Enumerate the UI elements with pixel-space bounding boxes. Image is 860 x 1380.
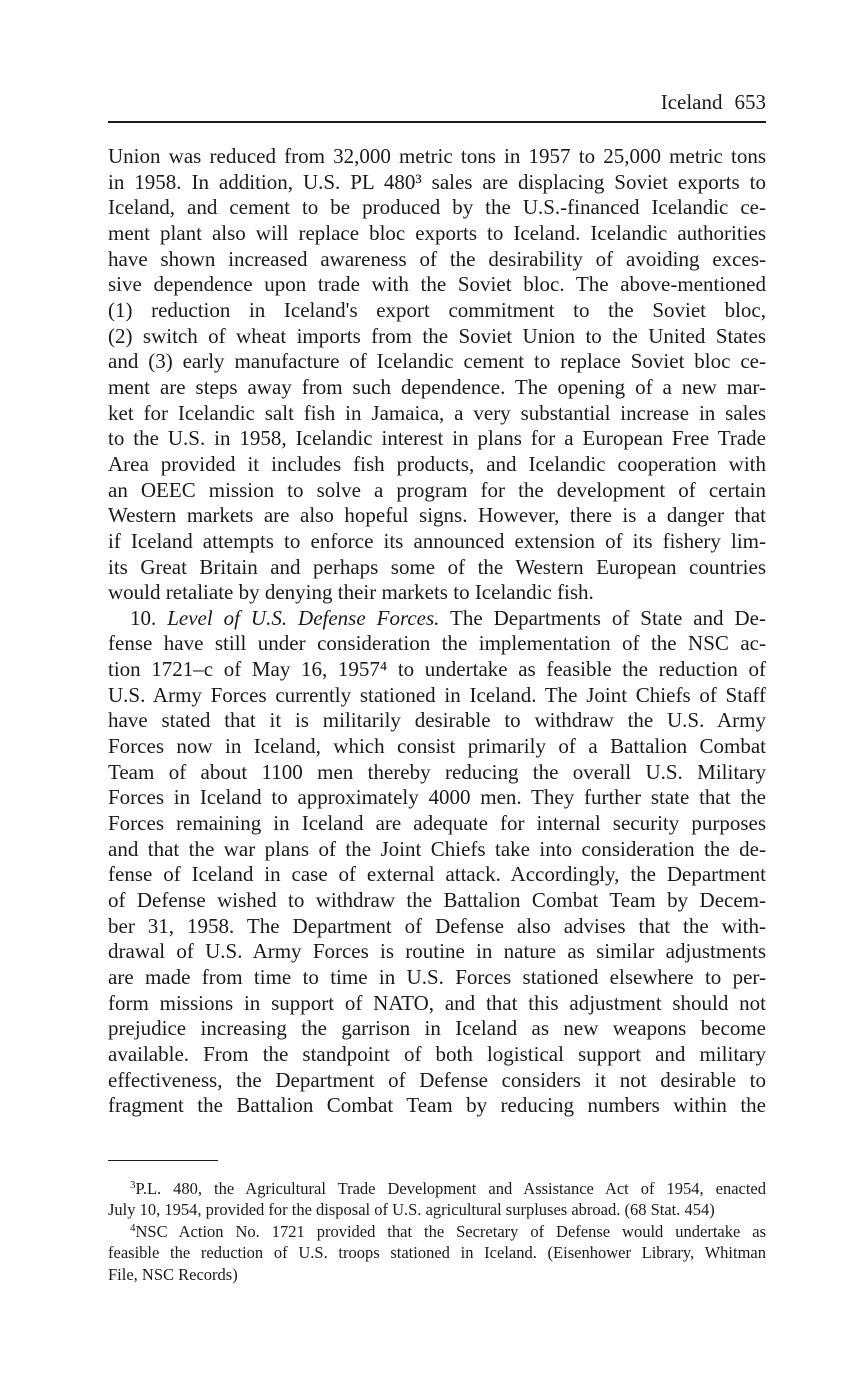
text-line: if Iceland attempts to enforce its announced extension of its fishery lim- — [108, 528, 766, 553]
text-line: Forces remaining in Iceland are adequate for internal security purposes — [108, 811, 766, 836]
text-line: would retaliate by denying their markets to Icelandic fish. — [108, 580, 594, 605]
text-line: (2) switch of wheat imports from the Soviet Union to the United States — [108, 323, 766, 348]
footnote-text: P.L. 480, the Agricultural Trade Development and Assistance Act of 1954, enacted — [135, 1179, 766, 1198]
text-line: prejudice increasing the garrison in Iceland as new weapons become — [108, 1016, 766, 1041]
section-number: 10. — [130, 605, 157, 630]
header-rule — [108, 121, 766, 123]
footnote-first-line — [108, 1178, 766, 1199]
footnote-first-line — [108, 1221, 766, 1242]
text-line: Area provided it includes fish products, and Icelandic cooperation with — [108, 451, 766, 476]
footnote-3 — [108, 1178, 766, 1221]
text-line: U.S. Army Forces currently stationed in Iceland. The Joint Chiefs of Staff — [108, 682, 766, 707]
text-line: have stated that it is militarily desirable to withdraw the U.S. Army — [108, 708, 766, 733]
text-line: and (3) early manufacture of Icelandic cement to replace Soviet bloc ce- — [108, 349, 766, 374]
paragraph-2-first-line — [108, 606, 766, 632]
text-line: The Departments of State and De- — [450, 605, 766, 630]
text-line: ment plant also will replace bloc exports to Iceland. Icelandic authorities — [108, 220, 766, 245]
paragraph-1 — [108, 144, 766, 606]
text-line: sive dependence upon trade with the Soviet bloc. The above-mentioned — [108, 272, 766, 297]
text-line: form missions in support of NATO, and that this adjustment should not — [108, 990, 766, 1015]
text-line: fense have still under consideration the implementation of the NSC ac- — [108, 631, 766, 656]
text-line: Team of about 1100 men thereby reducing the overall U.S. Military — [108, 759, 766, 784]
text-line: ket for Icelandic salt fish in Jamaica, a very substantial increase in sales — [108, 400, 766, 425]
footnote-4 — [108, 1221, 766, 1285]
text-line: in 1958. In addition, U.S. PL 480³ sales are displacing Soviet exports to — [108, 169, 766, 194]
text-line: tion 1721–c of May 16, 1957⁴ to undertake as feasible the reduction of — [108, 657, 766, 682]
footnotes — [108, 1178, 766, 1285]
footnote-marker: 3 — [130, 1179, 136, 1191]
text-line: effectiveness, the Department of Defense considers it not desirable to — [108, 1067, 766, 1092]
text-line: (1) reduction in Iceland's export commitment to the Soviet bloc, — [108, 297, 766, 322]
text-line: are made from time to time in U.S. Forces stationed elsewhere to per- — [108, 965, 766, 989]
text-line: its Great Britain and perhaps some of the Western European countries — [108, 554, 766, 579]
text-line: available. From the standpoint of both logistical support and military — [108, 1041, 766, 1066]
text-line: fragment the Battalion Combat Team by reducing numbers within the — [108, 1093, 766, 1118]
text-line: Union was reduced from 32,000 metric tons in 1957 to 25,000 metric tons — [108, 144, 766, 168]
paragraph-2 — [108, 606, 766, 1119]
text-line: Forces now in Iceland, which consist primarily of a Battalion Combat — [108, 734, 766, 759]
footnote-text: NSC Action No. 1721 provided that the Secretary of Defense would undertake as — [135, 1221, 766, 1241]
text-line: July 10, 1954, provided for the disposal of U.S. agricultural surpluses abroad. (68 Stat. 454) — [108, 1200, 715, 1220]
text-line: to the U.S. in 1958, Icelandic interest in plans for a European Free Trade — [108, 426, 766, 451]
text-line: ber 31, 1958. The Department of Defense also advises that the with- — [108, 913, 766, 938]
text-line: Iceland, and cement to be produced by the U.S.-financed Icelandic ce- — [108, 195, 766, 220]
section-heading: Level of U.S. Defense Forces. — [167, 605, 440, 630]
text-line: drawal of U.S. Army Forces is routine in nature as similar adjustments — [108, 939, 766, 964]
text-line: File, NSC Records) — [108, 1264, 238, 1284]
text-line: have shown increased awareness of the desirability of avoiding exces- — [108, 246, 766, 271]
text-line: and that the war plans of the Joint Chiefs take into consideration the de- — [108, 836, 766, 861]
page-number: 653 — [734, 90, 766, 114]
text-line: of Defense wished to withdraw the Battalion Combat Team by Decem- — [108, 888, 766, 913]
text-line: fense of Iceland in case of external attack. Accordingly, the Department — [108, 862, 766, 887]
text-line: an OEEC mission to solve a program for the development of certain — [108, 477, 766, 502]
running-title: Iceland — [660, 90, 723, 114]
text-line: Western markets are also hopeful signs. However, there is a danger that — [108, 503, 766, 528]
text-line: Forces in Iceland to approximately 4000 men. They further state that the — [108, 785, 766, 810]
text-line: feasible the reduction of U.S. troops stationed in Iceland. (Eisenhower Library, Whitman — [108, 1243, 766, 1263]
text-line: ment are steps away from such dependence. The opening of a new mar- — [108, 374, 766, 399]
body-text — [108, 144, 766, 1119]
running-header — [108, 90, 766, 115]
footnote-rule — [108, 1160, 218, 1161]
footnote-marker: 4 — [130, 1221, 136, 1234]
